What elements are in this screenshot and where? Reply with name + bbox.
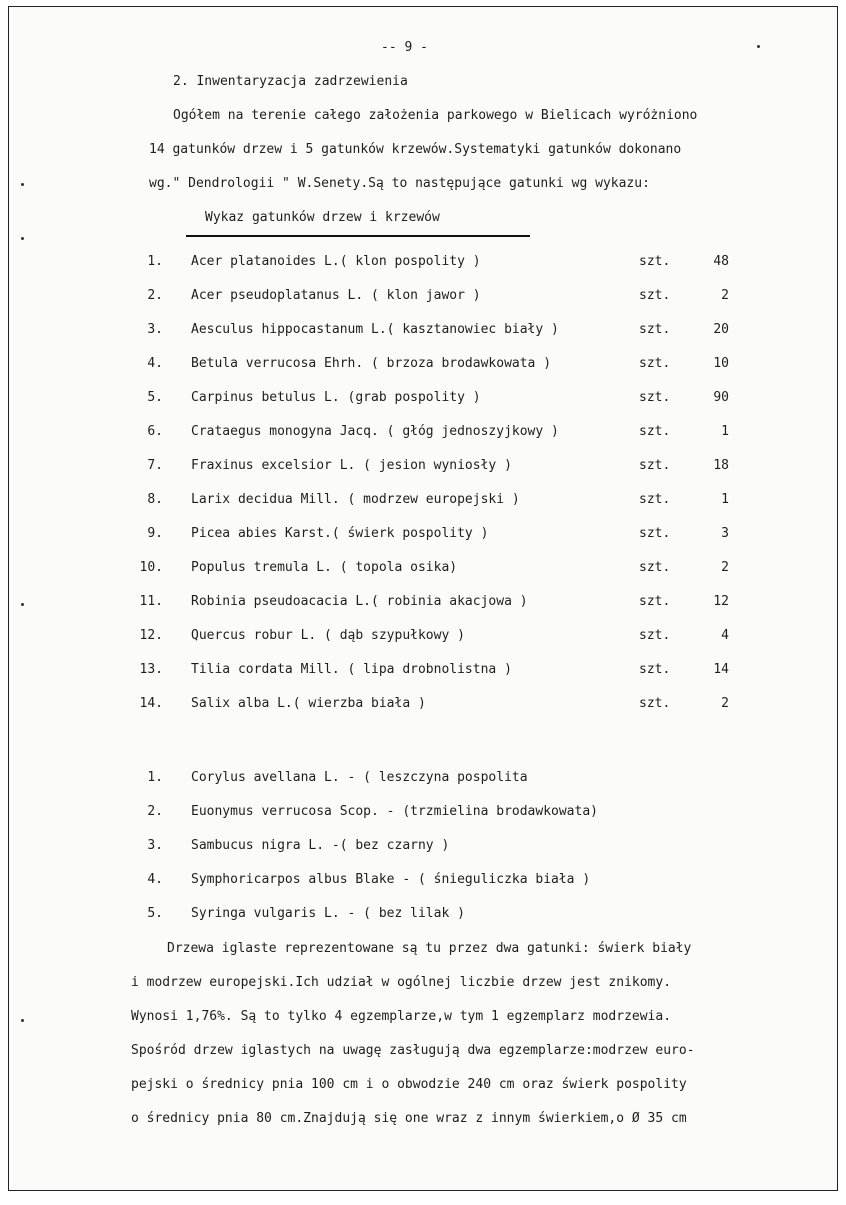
paragraph-line: Wynosi 1,76%. Są to tylko 4 egzemplarze,w tym 1 egzemplarz modrzewia. bbox=[131, 1009, 672, 1024]
row-number: 3. bbox=[147, 838, 163, 853]
unit-label: szt. bbox=[639, 662, 671, 677]
tree-row bbox=[139, 662, 729, 678]
unit-label: szt. bbox=[639, 390, 671, 405]
tree-count: 14 bbox=[713, 662, 729, 677]
tree-count: 2 bbox=[721, 560, 729, 575]
tree-row bbox=[139, 628, 729, 644]
row-number: 8. bbox=[147, 492, 163, 507]
unit-label: szt. bbox=[639, 696, 671, 711]
scan-speck bbox=[757, 45, 760, 48]
tree-count: 18 bbox=[713, 458, 729, 473]
paragraph-line: Drzewa iglaste reprezentowane są tu przez dwa gatunki: świerk biały bbox=[167, 941, 692, 956]
species-name: Robinia pseudoacacia L.( robinia akacjowa ) bbox=[191, 594, 528, 609]
row-number: 10. bbox=[139, 560, 163, 575]
unit-label: szt. bbox=[639, 254, 671, 269]
row-number: 2. bbox=[147, 804, 163, 819]
paragraph-line: o średnicy pnia 80 cm.Znajdują się one wraz z innym świerkiem,o Ø 35 cm bbox=[131, 1111, 687, 1126]
unit-label: szt. bbox=[639, 458, 671, 473]
species-name: Betula verrucosa Ehrh. ( brzoza brodawkowata ) bbox=[191, 356, 552, 371]
species-name: Populus tremula L. ( topola osika) bbox=[191, 560, 458, 575]
tree-row bbox=[139, 356, 729, 372]
unit-label: szt. bbox=[639, 356, 671, 371]
unit-label: szt. bbox=[639, 424, 671, 439]
intro-line: 14 gatunków drzew i 5 gatunków krzewów.Systematyki gatunków dokonano bbox=[149, 142, 682, 157]
tree-row bbox=[139, 526, 729, 542]
tree-count: 4 bbox=[721, 628, 729, 643]
tree-row bbox=[139, 458, 729, 474]
paragraph-line: Spośród drzew iglastych na uwagę zasługują dwa egzemplarze:modrzew euro- bbox=[131, 1043, 695, 1058]
unit-label: szt. bbox=[639, 492, 671, 507]
tree-row bbox=[139, 492, 729, 508]
species-name: Salix alba L.( wierzba biała ) bbox=[191, 696, 426, 711]
tree-count: 12 bbox=[713, 594, 729, 609]
species-name: Corylus avellana L. - ( leszczyna pospolita bbox=[191, 770, 528, 785]
unit-label: szt. bbox=[639, 288, 671, 303]
species-name: Aesculus hippocastanum L.( kasztanowiec biały ) bbox=[191, 322, 559, 337]
tree-row bbox=[139, 594, 729, 610]
row-number: 4. bbox=[147, 356, 163, 371]
species-name: Tilia cordata Mill. ( lipa drobnolistna ) bbox=[191, 662, 512, 677]
list-title: Wykaz gatunków drzew i krzewów bbox=[205, 210, 440, 225]
species-name: Quercus robur L. ( dąb szypułkowy ) bbox=[191, 628, 465, 643]
scan-speck bbox=[21, 237, 24, 240]
row-number: 5. bbox=[147, 906, 163, 921]
row-number: 7. bbox=[147, 458, 163, 473]
species-name: Picea abies Karst.( świerk pospolity ) bbox=[191, 526, 489, 541]
tree-count: 1 bbox=[721, 424, 729, 439]
tree-count: 3 bbox=[721, 526, 729, 541]
title-underline bbox=[186, 235, 530, 237]
species-name: Fraxinus excelsior L. ( jesion wyniosły ) bbox=[191, 458, 512, 473]
unit-label: szt. bbox=[639, 594, 671, 609]
species-name: Acer platanoides L.( klon pospolity ) bbox=[191, 254, 481, 269]
unit-label: szt. bbox=[639, 560, 671, 575]
row-number: 14. bbox=[139, 696, 163, 711]
intro-line: wg." Dendrologii " W.Senety.Są to następujące gatunki wg wykazu: bbox=[149, 176, 650, 191]
tree-count: 2 bbox=[721, 696, 729, 711]
tree-row bbox=[139, 696, 729, 712]
row-number: 13. bbox=[139, 662, 163, 677]
tree-count: 48 bbox=[713, 254, 729, 269]
species-name: Carpinus betulus L. (grab pospolity ) bbox=[191, 390, 481, 405]
row-number: 5. bbox=[147, 390, 163, 405]
tree-count: 10 bbox=[713, 356, 729, 371]
row-number: 2. bbox=[147, 288, 163, 303]
species-name: Syringa vulgaris L. - ( bez lilak ) bbox=[191, 906, 465, 921]
species-name: Euonymus verrucosa Scop. - (trzmielina brodawkowata) bbox=[191, 804, 598, 819]
row-number: 6. bbox=[147, 424, 163, 439]
tree-count: 90 bbox=[713, 390, 729, 405]
scan-speck bbox=[21, 1019, 24, 1022]
document-page bbox=[8, 6, 838, 1191]
row-number: 3. bbox=[147, 322, 163, 337]
unit-label: szt. bbox=[639, 628, 671, 643]
paragraph-line: pejski o średnicy pnia 100 cm i o obwodzie 240 cm oraz świerk pospolity bbox=[131, 1077, 687, 1092]
tree-row bbox=[139, 254, 729, 270]
tree-row bbox=[139, 288, 729, 304]
species-name: Sambucus nigra L. -( bez czarny ) bbox=[191, 838, 450, 853]
tree-count: 1 bbox=[721, 492, 729, 507]
unit-label: szt. bbox=[639, 526, 671, 541]
tree-row bbox=[139, 390, 729, 406]
tree-row bbox=[139, 424, 729, 440]
page-number: -- 9 - bbox=[381, 40, 428, 55]
row-number: 12. bbox=[139, 628, 163, 643]
intro-line: Ogółem na terenie całego założenia parkowego w Bielicach wyróżniono bbox=[173, 108, 698, 123]
paragraph-line: i modrzew europejski.Ich udział w ogólnej liczbie drzew jest znikomy. bbox=[131, 975, 672, 990]
tree-row bbox=[139, 322, 729, 338]
row-number: 4. bbox=[147, 872, 163, 887]
species-name: Larix decidua Mill. ( modrzew europejski ) bbox=[191, 492, 520, 507]
species-name: Acer pseudoplatanus L. ( klon jawor ) bbox=[191, 288, 481, 303]
tree-count: 2 bbox=[721, 288, 729, 303]
row-number: 1. bbox=[147, 770, 163, 785]
row-number: 1. bbox=[147, 254, 163, 269]
row-number: 9. bbox=[147, 526, 163, 541]
tree-count: 20 bbox=[713, 322, 729, 337]
tree-row bbox=[139, 560, 729, 576]
scan-speck bbox=[21, 183, 24, 186]
species-name: Crataegus monogyna Jacq. ( głóg jednoszyjkowy ) bbox=[191, 424, 559, 439]
scan-speck bbox=[21, 603, 24, 606]
section-heading: 2. Inwentaryzacja zadrzewienia bbox=[173, 74, 408, 89]
unit-label: szt. bbox=[639, 322, 671, 337]
species-name: Symphoricarpos albus Blake - ( śnieguliczka biała ) bbox=[191, 872, 591, 887]
row-number: 11. bbox=[139, 594, 163, 609]
